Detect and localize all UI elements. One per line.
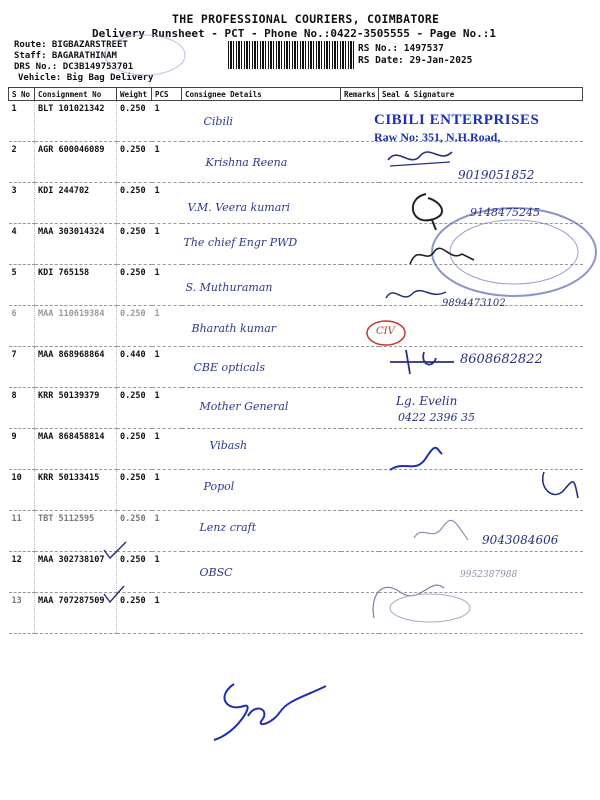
row-consignment: KDI 244702 [35,183,117,224]
row-weight: 0.250 [117,552,152,593]
row-consignee-cell [182,388,341,429]
phone-row8-name: Lg. Evelin [396,394,458,408]
row-sno: 13 [9,593,35,634]
civ-text: CIV [376,326,395,337]
row-remarks [341,470,379,511]
row-consignee-cell [182,347,341,388]
row-pcs: 1 [152,224,182,265]
signature-row10 [534,468,584,508]
phone-row3: 9148475245 [470,206,540,219]
row-consignment: MAA 302738107 [35,552,117,593]
tick-marks [100,538,130,618]
row-consignment: BLT 101021342 [35,101,117,142]
col-seal-signature: Seal & Signature [379,88,583,101]
signature-row12 [360,568,480,628]
row-sno: 1 [9,101,35,142]
stamp-company-name: CIBILI ENTERPRISES [374,112,540,128]
row-consignment: MAA 707287509 [35,593,117,634]
phone-row12: 9952387988 [460,570,518,580]
row-weight: 0.250 [117,470,152,511]
col-pcs: PCS [152,88,182,101]
row-remarks [341,142,379,183]
row-pcs: 1 [152,552,182,593]
row-remarks [341,429,379,470]
row-remarks [341,347,379,388]
row-pcs: 1 [152,388,182,429]
row-weight: 0.250 [117,306,152,347]
row-consignment: MAA 868968864 [35,347,117,388]
col-consignment: Consignment No [35,88,117,101]
row-weight: 0.250 [117,183,152,224]
row-consignee: V.M. Veera kumari [187,201,291,214]
row-consignee: Krishna Reena [205,156,288,169]
row-consignee: The chief Engr PWD [183,236,298,249]
row-pcs: 1 [152,142,182,183]
row-weight: 0.250 [117,593,152,634]
phone-row2: 9019051852 [458,168,535,182]
signature-row7 [384,344,464,378]
stamp-address: Raw No: 351, N.H.Road, [374,130,501,144]
phone-row8-number: 0422 2396 35 [398,411,475,424]
row-consignee-cell [182,101,341,142]
signature-row4 [404,234,484,274]
row-sno: 8 [9,388,35,429]
row-pcs: 1 [152,101,182,142]
row-sno: 7 [9,347,35,388]
company-title: THE PROFESSIONAL COURIERS, COIMBATORE [172,12,440,26]
row-pcs: 1 [152,347,182,388]
row-weight: 0.250 [117,142,152,183]
row-sno: 2 [9,142,35,183]
row-sno: 10 [9,470,35,511]
row-consignee-cell [182,593,341,634]
col-weight: Weight [117,88,152,101]
row-consignee-cell [182,224,341,265]
row-weight: 0.440 [117,347,152,388]
signature-row3 [396,184,466,234]
row-weight: 0.250 [117,388,152,429]
row-consignee: Vibash [209,439,248,452]
table-header-row [9,88,583,101]
row-consignee: Cibili [203,115,234,128]
row-remarks [341,265,379,306]
row-sno: 3 [9,183,35,224]
row-pcs: 1 [152,306,182,347]
row-sno: 5 [9,265,35,306]
col-consignee: Consignee Details [182,88,341,101]
row-remarks [341,224,379,265]
row-weight: 0.250 [117,511,152,552]
row-consignment: MAA 110619384 [35,306,117,347]
row-pcs: 1 [152,183,182,224]
row-sno: 6 [9,306,35,347]
row-remarks [341,183,379,224]
table-row [9,593,583,634]
row-weight: 0.250 [117,224,152,265]
row-pcs: 1 [152,470,182,511]
row-consignee-cell [182,470,341,511]
row-remarks [341,101,379,142]
drs-number: DRS No.: DC3B149753701 [14,62,134,72]
signature-row11 [408,512,478,552]
row-weight: 0.250 [117,101,152,142]
rs-date: RS Date: 29-Jan-2025 [358,55,473,66]
col-sno: S No [9,88,35,101]
row-weight: 0.250 [117,429,152,470]
row-consignee-cell [182,142,341,183]
row-consignee: Popol [203,480,235,493]
phone-row5: 9894473102 [442,298,506,309]
row-consignee-cell [182,183,341,224]
row-weight: 0.250 [117,265,152,306]
table-row [9,429,583,470]
row-consignee-cell [182,429,341,470]
table-row [9,470,583,511]
row-sno: 11 [9,511,35,552]
row-consignee-cell [182,552,341,593]
row-consignment: TBT 5112595 [35,511,117,552]
row-remarks [341,388,379,429]
faint-header-stamp [100,30,190,80]
row-consignment: MAA 303014324 [35,224,117,265]
row-sno: 9 [9,429,35,470]
row-consignee: Bharath kumar [191,322,277,335]
row-consignment: AGR 600046089 [35,142,117,183]
vehicle-label: Vehicle: Big Bag Delivery [18,73,154,83]
route-label: Route: BIGBAZARSTREET [14,40,128,50]
row-consignee: CBE opticals [193,361,266,374]
row-consignee-cell [182,511,341,552]
table-row [9,306,583,347]
table-row [9,388,583,429]
row-consignment: MAA 868458814 [35,429,117,470]
row-consignment: KDI 765158 [35,265,117,306]
runsheet-subtitle: Delivery Runsheet - PCT - Phone No.:0422-3505555 - Page No.:1 [92,27,496,40]
col-remarks: Remarks [341,88,379,101]
row-sno: 4 [9,224,35,265]
row-consignee: S. Muthuraman [185,281,273,294]
row-remarks [341,511,379,552]
rs-number: RS No.: 1497537 [358,43,444,54]
row-pcs: 1 [152,593,182,634]
staff-label: Staff: BAGARATHINAM [14,51,117,61]
barcode [228,41,354,69]
row-consignee: OBSC [199,566,233,579]
phone-row7: 8608682822 [460,352,543,367]
phone-row11: 9043084606 [482,533,559,547]
signature-row9 [386,440,446,480]
delivery-boy-signature [196,676,346,756]
row-consignee: Lenz craft [199,521,257,534]
row-sno: 12 [9,552,35,593]
row-consignment: KRR 50139379 [35,388,117,429]
signature-row5 [380,278,460,312]
row-pcs: 1 [152,265,182,306]
row-pcs: 1 [152,429,182,470]
row-pcs: 1 [152,511,182,552]
signature-row2 [380,138,460,178]
row-consignee-cell [182,265,341,306]
row-consignee: Mother General [199,400,289,413]
row-consignee-cell [182,306,341,347]
row-consignment: KRR 50133415 [35,470,117,511]
